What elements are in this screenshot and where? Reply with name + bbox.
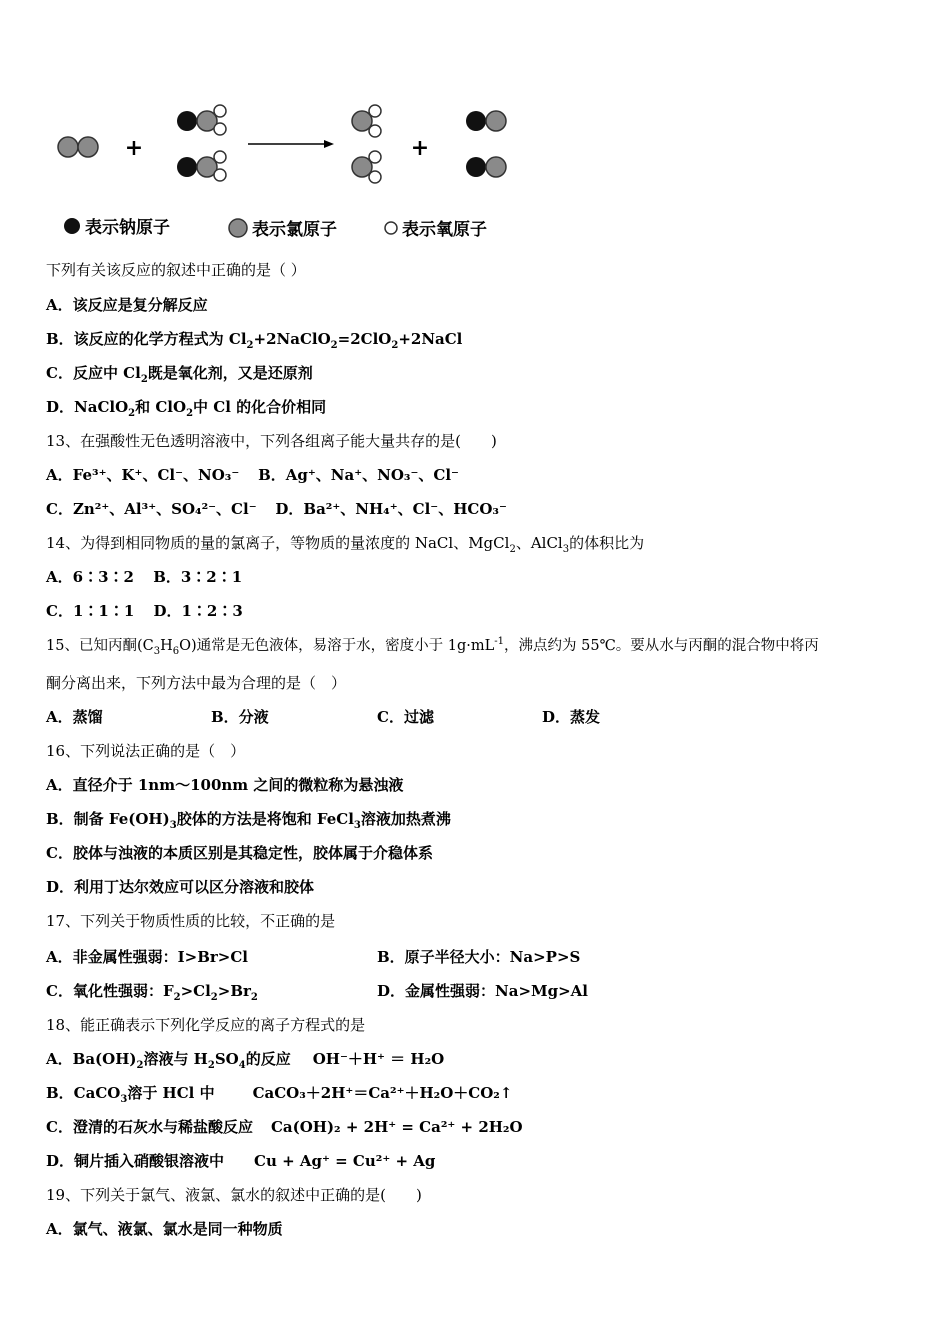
q19-stem: 19、下列关于氯气、液氯、氯水的叙述中正确的是( ): [46, 1186, 422, 1204]
naclo2-molecule-1: [177, 105, 226, 135]
q18-option-a: A．$Ba(OH)_2$溶液与 $H_2SO_4$的反应 OH⁻＋H⁺ ＝ H₂O: [46, 1050, 445, 1071]
q16-option-a: A．直径介于 1nm～100nm 之间的微粒称为悬浊液: [46, 776, 404, 794]
q18-option-d: D．铜片插入硝酸银溶液中 Cu + Ag⁺ = Cu²⁺ + Ag: [46, 1152, 436, 1170]
legend-chlorine: 表示氯原子: [252, 220, 337, 240]
q19-option-a: A．氯气、液氯、氯水是同一种物质: [46, 1220, 283, 1238]
q13-option-b: B．Ag⁺、Na⁺、NO₃⁻、Cl⁻: [258, 466, 459, 484]
q18-stem: 18、能正确表示下列化学反应的离子方程式的是: [46, 1016, 366, 1034]
q17-options-ab: [46, 947, 906, 967]
q15-options: [46, 707, 906, 727]
clo2-molecule-2: [352, 151, 381, 183]
q14-option-c: C．1∶1∶1: [46, 602, 135, 620]
nacl-molecule-2: [466, 157, 506, 177]
q17-options-cd: [46, 981, 906, 1001]
oxygen-legend-dot: [385, 222, 397, 234]
q12-stem: 下列有关该反应的叙述中正确的是（ ）: [46, 261, 306, 279]
q15-stem-line2: 酮分离出来，下列方法中最为合理的是（ ）: [46, 674, 347, 692]
q16-option-d: D．利用丁达尔效应可以区分溶液和胶体: [46, 878, 315, 896]
q15-option-c: C．过滤: [377, 708, 434, 726]
sodium-legend-dot: [64, 218, 80, 234]
q17-option-a: A．非金属性强弱：I>Br>Cl: [46, 948, 249, 966]
q16-option-b: B．制备 $Fe(OH)_3$胶体的方法是将饱和 FeCl$_3$溶液加热煮沸: [46, 810, 451, 831]
chlorine-legend-dot: [229, 219, 247, 237]
q12-option-b: B．该反应的化学方程式为 $Cl_2+2NaClO_2=2ClO_2+2NaCl$: [46, 330, 463, 351]
plus-sign: +: [410, 135, 430, 161]
q18-option-b: B．CaCO$_3$溶于 HCl 中 CaCO₃＋2H⁺＝Ca²⁺＋H₂O＋CO₂↑: [46, 1084, 513, 1105]
q14-stem: 14、为得到相同物质的量的氯离子，等物质的量浓度的 NaCl、MgCl$_2$、AlCl$_3$的体积比为: [46, 534, 645, 555]
q14-option-b: B．3∶2∶1: [153, 568, 243, 586]
q12-option-c: C．反应中 $Cl_2$既是氧化剂，又是还原剂: [46, 364, 313, 385]
cl2-molecule: [58, 137, 98, 157]
q13-options-cd: [46, 499, 507, 519]
q15-option-a: A．蒸馏: [46, 708, 103, 726]
q12-option-a: A．该反应是复分解反应: [46, 296, 208, 314]
q14-options-ab: [46, 567, 242, 587]
q16-option-c: C．胶体与浊液的本质区别是其稳定性，胶体属于介稳体系: [46, 844, 433, 862]
plus-sign: +: [124, 135, 144, 161]
q14-options-cd: [46, 601, 243, 621]
q18-option-c: C．澄清的石灰水与稀盐酸反应 Ca(OH)₂ + 2H⁺ = Ca²⁺ + 2H₂O: [46, 1118, 523, 1136]
clo2-molecule-1: [352, 105, 381, 137]
legend-sodium: 表示钠原子: [85, 218, 170, 238]
q14-option-d: D．1∶2∶3: [153, 602, 243, 620]
q15-stem-line1: 15、已知丙酮$(C_3H_6O)$通常是无色液体，易溶于水，密度小于 $1g\cdot mL^{-1}$，沸点约为 55℃。要从水与丙酮的混合物中将丙: [46, 636, 819, 657]
q16-stem: 16、下列说法正确的是（ ）: [46, 742, 246, 760]
q13-option-a: A．Fe³⁺、K⁺、Cl⁻、NO₃⁻: [46, 466, 240, 484]
q15-option-b: B．分液: [211, 708, 269, 726]
naclo2-molecule-2: [177, 151, 226, 181]
q12-option-d: D．NaClO$_2$和 ClO$_2$中 Cl 的化合价相同: [46, 398, 327, 419]
q13-options-ab: [46, 465, 459, 485]
legend-oxygen: 表示氧原子: [402, 220, 487, 240]
reaction-diagram: [40, 95, 540, 255]
q14-option-a: A．6∶3∶2: [46, 568, 134, 586]
q13-option-c: C．Zn²⁺、Al³⁺、SO₄²⁻、Cl⁻: [46, 500, 257, 518]
q17-option-b: B．原子半径大小：Na>P>S: [377, 948, 581, 966]
q17-stem: 17、下列关于物质性质的比较，不正确的是: [46, 912, 336, 930]
q13-option-d: D．Ba²⁺、NH₄⁺、Cl⁻、HCO₃⁻: [275, 500, 507, 518]
reaction-arrow: [248, 140, 334, 148]
q13-stem: 13、在强酸性无色透明溶液中，下列各组离子能大量共存的是( ): [46, 432, 497, 450]
q15-option-d: D．蒸发: [542, 708, 601, 726]
q17-option-d: D．金属性强弱：Na>Mg>Al: [377, 982, 589, 1000]
nacl-molecule-1: [466, 111, 506, 131]
q17-option-c: C．氧化性强弱：$F_2>Cl_2>Br_2$: [46, 982, 258, 1003]
